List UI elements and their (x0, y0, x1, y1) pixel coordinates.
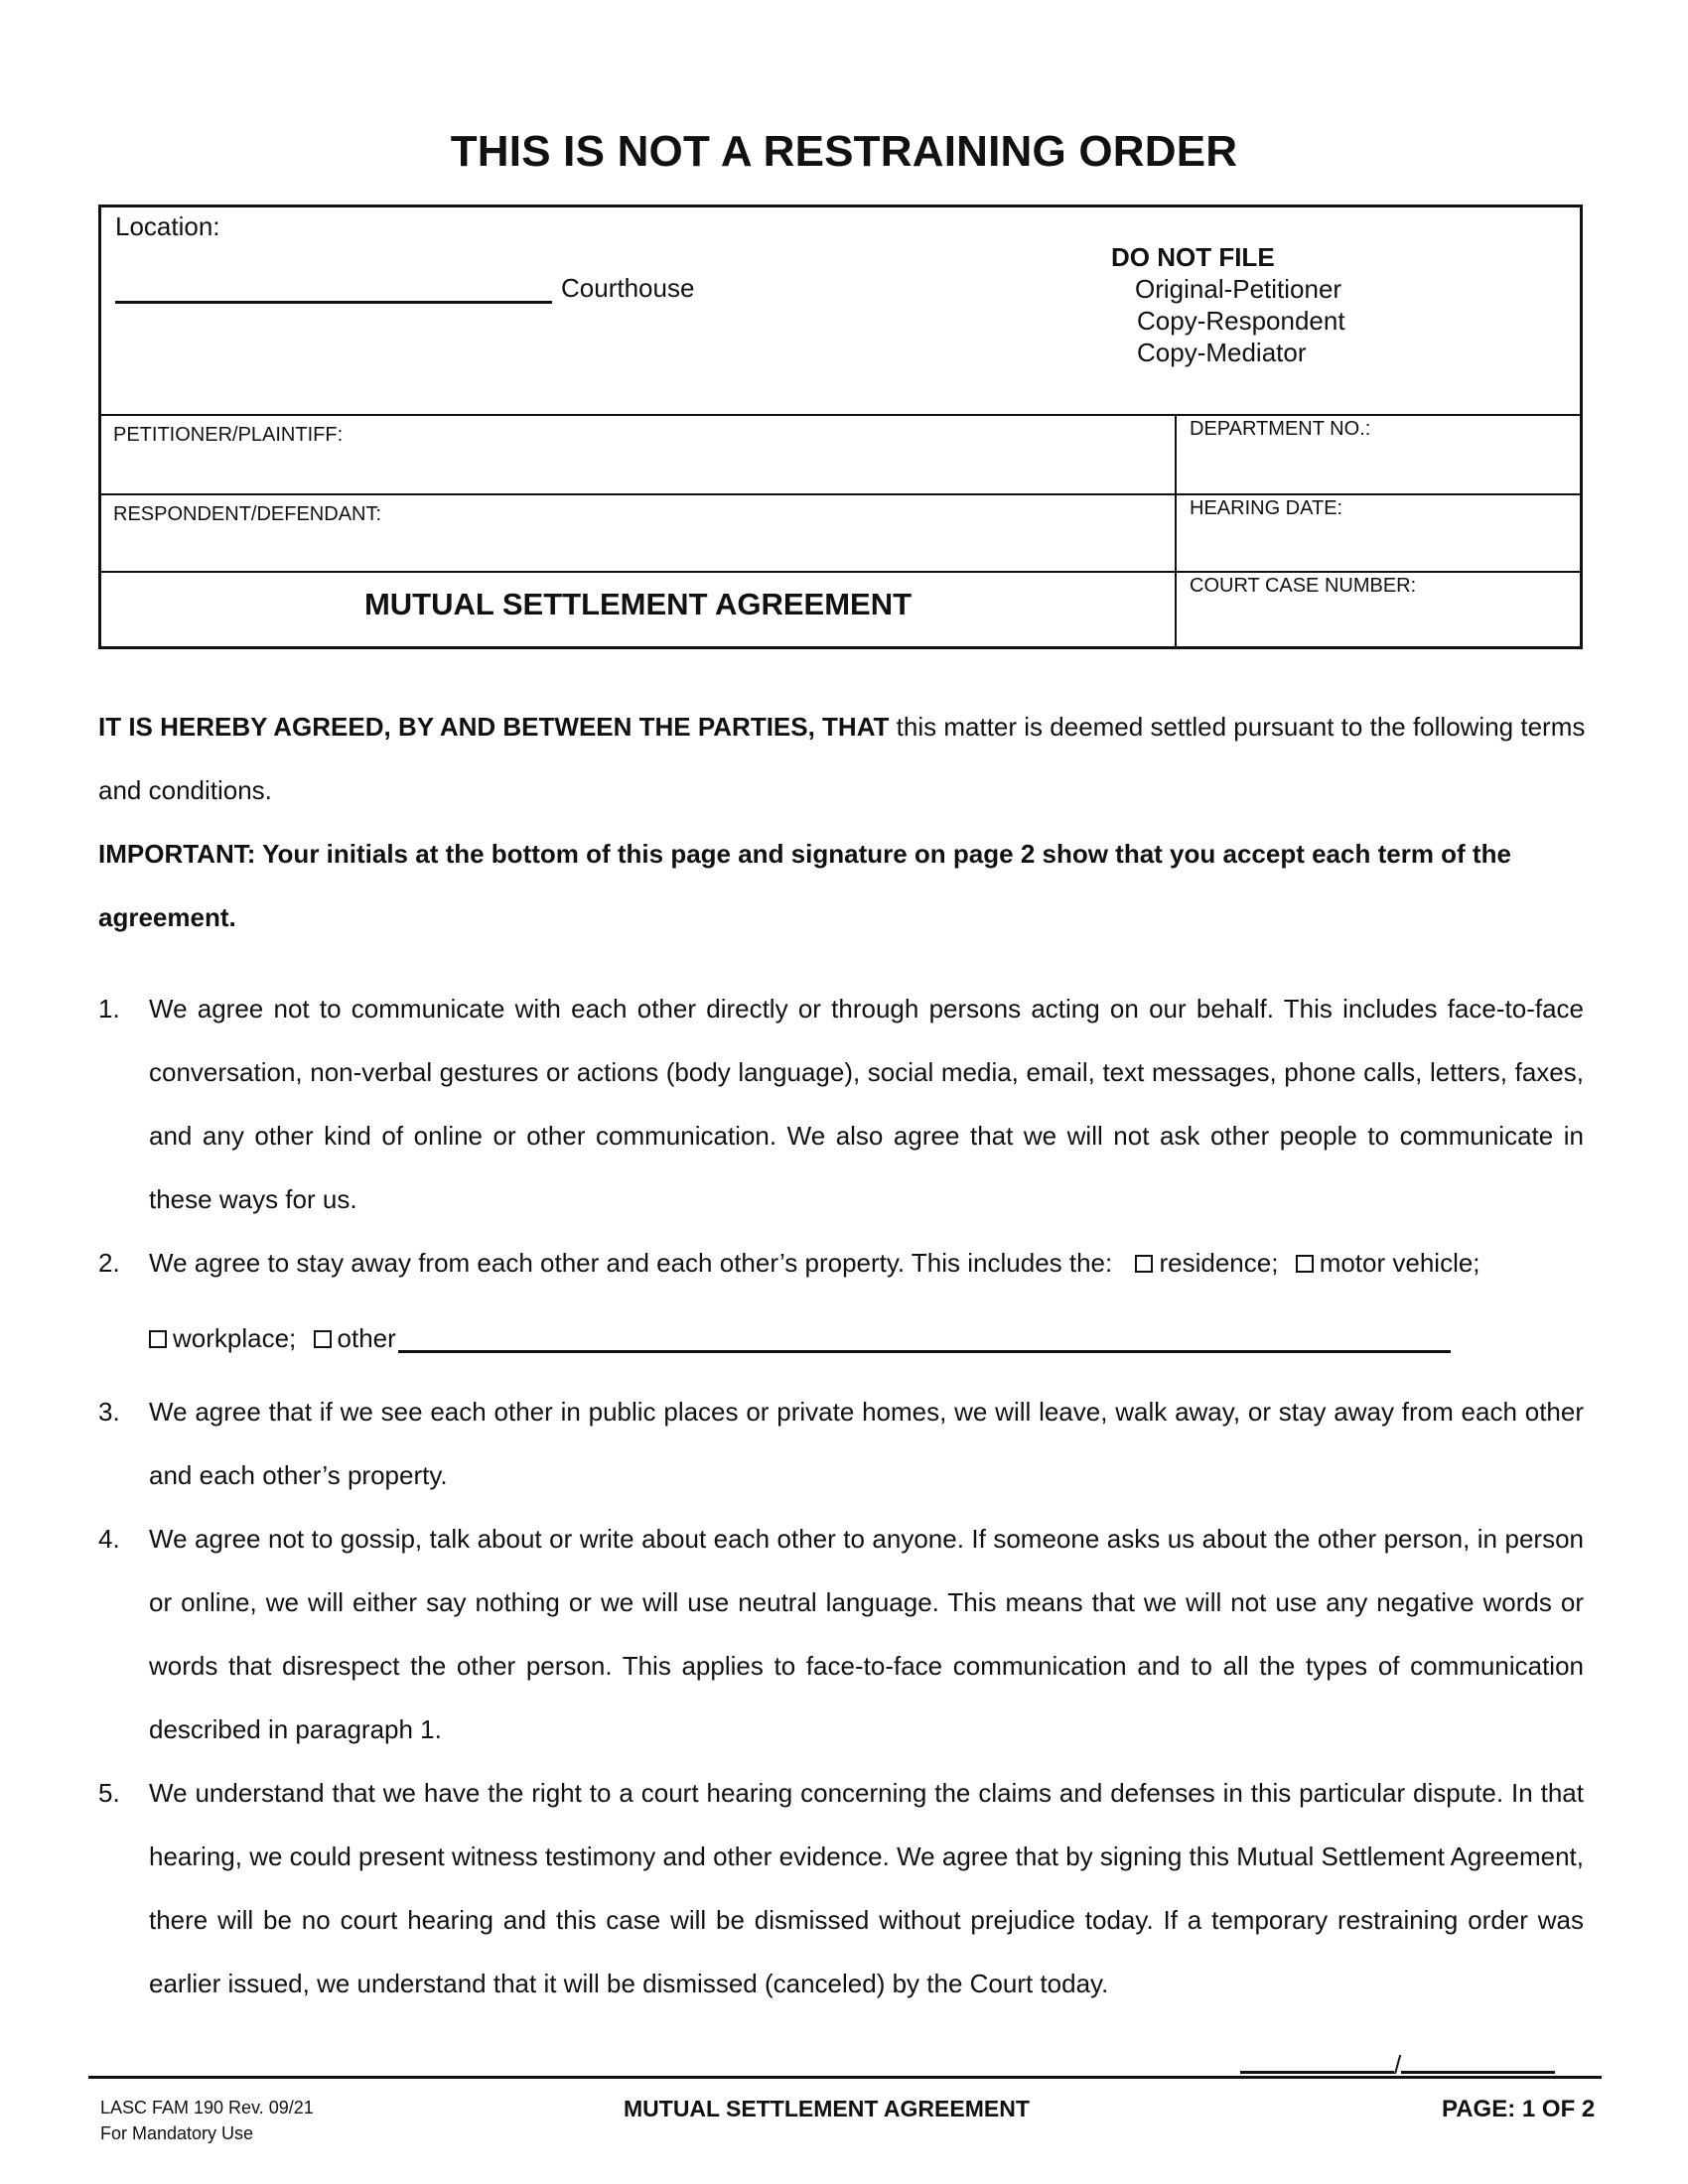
term-1 (98, 977, 1588, 1231)
location-field[interactable] (115, 301, 552, 304)
term-text (149, 1231, 1584, 1370)
hearing-date-label: HEARING DATE: (1190, 497, 1343, 519)
courthouse-label: Courthouse (561, 273, 695, 303)
option-label: workplace; (173, 1323, 297, 1353)
form-number: LASC FAM 190 Rev. 09/21 (100, 2098, 314, 2117)
term-number: 3. (98, 1397, 120, 1427)
do-not-file-title: DO NOT FILE (1111, 242, 1275, 272)
department-label: DEPARTMENT NO.: (1190, 418, 1371, 440)
intro-lead: IT IS HEREBY AGREED, BY AND BETWEEN THE PARTIES, THAT (98, 712, 890, 742)
term-number: 2. (98, 1248, 120, 1278)
option-label: motor vehicle; (1319, 1248, 1480, 1278)
term-number: 4. (98, 1524, 120, 1554)
term-2 (98, 1231, 1588, 1380)
respondent-row (101, 495, 1580, 573)
term-3 (98, 1380, 1588, 1507)
terms-list (98, 977, 1588, 2015)
term-text: We agree not to communicate with each other directly or through persons acting on our behalf. This includes face-to-face conversation, non-verbal gestures or actions (body language), social media, email, text messages, phone calls, letters, faxes, and any other kind of online or other communication. We also agree that we will not ask other people to communicate in these ways for us. (149, 994, 1584, 1214)
footer-rule (88, 2076, 1602, 2079)
other-field[interactable] (398, 1324, 1451, 1353)
important-notice: IMPORTANT: Your initials at the bottom of this page and signature on page 2 show that you accept each term of the agreement. (98, 839, 1511, 932)
petitioner-row (101, 416, 1580, 495)
motor-vehicle-checkbox[interactable] (1296, 1255, 1314, 1273)
respondent-label: RESPONDENT/DEFENDANT: (113, 503, 382, 525)
workplace-checkbox[interactable] (149, 1330, 167, 1348)
footer-title: MUTUAL SETTLEMENT AGREEMENT (624, 2096, 1030, 2121)
petitioner-label: PETITIONER/PLAINTIFF: (113, 424, 344, 446)
term-text: We agree not to gossip, talk about or write about each other to anyone. If someone asks us about the other person, in person or online, we will either say nothing or we will use neutral language. This means that we will not use any negative words or words that disrespect the other person. This applies to face-to-face communication and to all the types of communication described in paragraph 1. (149, 1524, 1584, 1744)
other-checkbox[interactable] (314, 1330, 332, 1348)
distribution-item: Copy-Mediator (1137, 338, 1307, 367)
title-row (101, 573, 1580, 646)
caption-divider (1175, 416, 1177, 646)
option-label: residence; (1159, 1248, 1279, 1278)
page-banner: THIS IS NOT A RESTRAINING ORDER (450, 127, 1238, 176)
residence-checkbox[interactable] (1135, 1255, 1153, 1273)
caption-header (101, 207, 1580, 416)
term-4 (98, 1507, 1588, 1761)
term-text: We agree that if we see each other in public places or private homes, we will leave, walk away, or stay away from each other and each other’s property. (149, 1397, 1584, 1490)
initials-separator: / (1394, 2050, 1402, 2080)
initials-field-1[interactable] (1240, 2043, 1394, 2074)
case-number-label: COURT CASE NUMBER: (1190, 575, 1417, 597)
page-number: PAGE: 1 OF 2 (1442, 2096, 1596, 2122)
form-title: MUTUAL SETTLEMENT AGREEMENT (363, 587, 913, 621)
option-label: other (337, 1323, 396, 1353)
distribution-item: Copy-Respondent (1137, 306, 1345, 336)
term-number: 1. (98, 994, 120, 1024)
term-text: We understand that we have the right to a court hearing concerning the claims and defenses in this particular dispute. In that hearing, we could present witness testimony and other evidence. We agree that by signing this Mutual Settlement Agreement, there will be no court hearing and this case will be dismissed without prejudice today. If a temporary restraining order was earlier issued, we understand that it will be dismissed (canceled) by the Court today. (149, 1778, 1584, 1998)
term-2-text: We agree to stay away from each other and each other’s property. This includes the: (149, 1248, 1113, 1278)
mandatory-use: For Mandatory Use (100, 2123, 254, 2143)
intro-paragraph (98, 695, 1588, 822)
term-number: 5. (98, 1778, 120, 1808)
intro-section (98, 695, 1588, 949)
case-caption-box (98, 205, 1583, 649)
intro-rest: this matter is deemed settled pursuant to the following terms and conditions. (98, 712, 1586, 805)
initials-field-2[interactable] (1401, 2043, 1555, 2074)
location-label: Location: (115, 211, 220, 241)
distribution-item: Original-Petitioner (1135, 274, 1342, 304)
do-not-file-block (1111, 241, 1345, 368)
footer-form-info (100, 2095, 314, 2146)
term-5 (98, 1761, 1588, 2015)
